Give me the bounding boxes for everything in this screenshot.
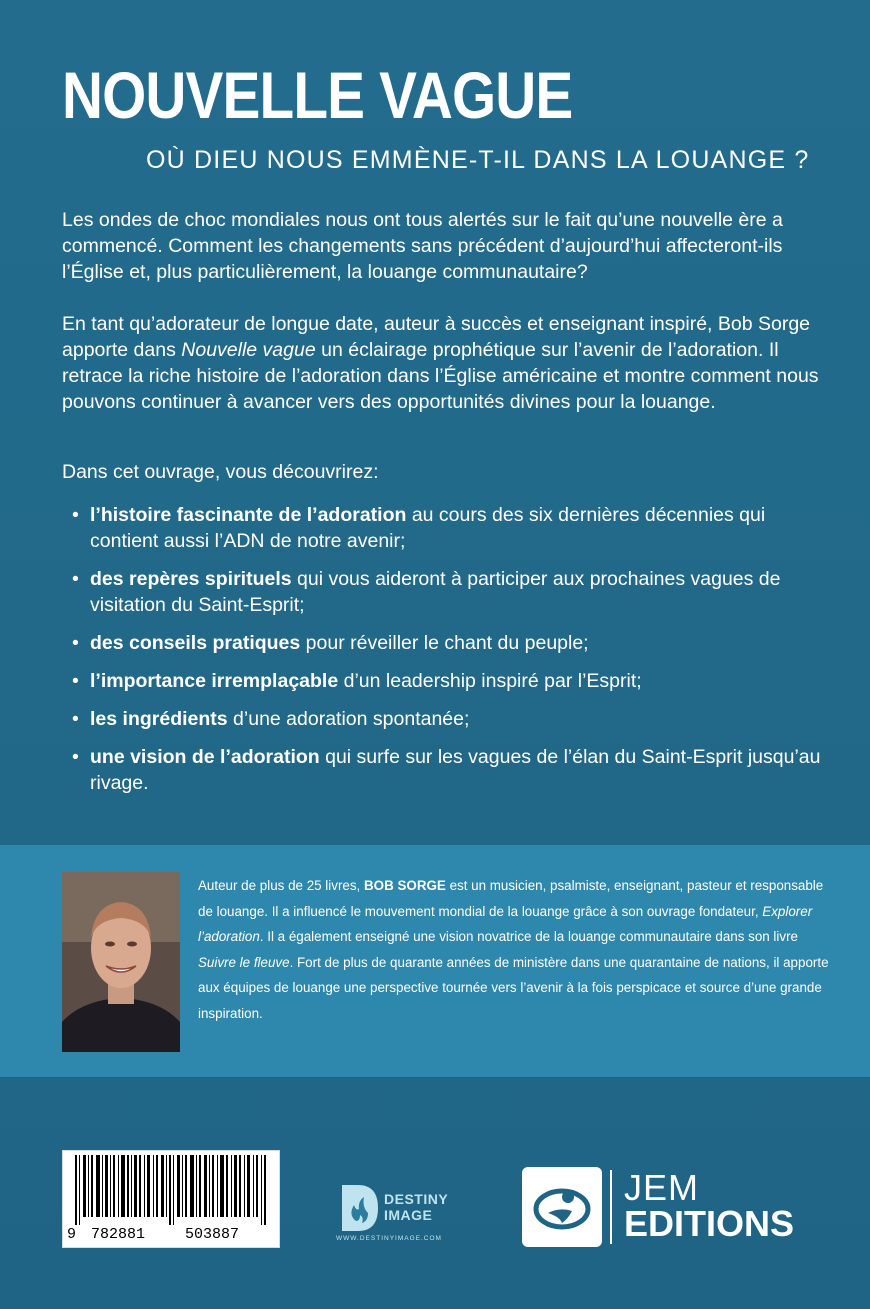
author-photo [62, 872, 180, 1052]
bullet-icon: • [72, 504, 79, 526]
destiny-image-name: DESTINY IMAGE [384, 1191, 449, 1223]
author-portrait-icon [62, 872, 180, 1052]
intro-paragraph: Les ondes de choc mondiales nous ont tous alertés sur le fait qu’une nouvelle ère a commencé. Comment les changements sans précédent d’aujourd’hui affecteront-ils l’Église et, plus particulièrement, la louange communautaire? [62, 209, 783, 283]
destiny-image-url: WWW.DESTINYIMAGE.COM [336, 1235, 442, 1242]
bullet-icon: • [72, 670, 79, 692]
list-item: • l’importance irremplaçable d’un leadership inspiré par l’Esprit; [72, 670, 642, 692]
destiny-image-logo [336, 1183, 476, 1245]
flame-d-icon [338, 1183, 380, 1233]
bullet-icon: • [72, 746, 79, 768]
list-item: • les ingrédients d’une adoration spontanée; [72, 708, 470, 730]
isbn-digits: 9 782881 503887 [67, 1226, 240, 1243]
logo-divider [610, 1170, 612, 1244]
book-title: NOUVELLE VAGUE [62, 58, 573, 132]
barcode-bars-icon [67, 1155, 275, 1225]
feature-list [72, 502, 832, 808]
list-item: • une vision de l’adoration qui surfe sur les vagues de l’élan du Saint-Esprit jusqu’au rivage. [72, 746, 821, 794]
bullet-icon: • [72, 632, 79, 654]
list-item: • des repères spirituels qui vous aideront à participer aux prochaines vagues de visitation du Saint-Esprit; [72, 568, 781, 616]
list-intro: Dans cet ouvrage, vous découvrirez: [62, 461, 379, 483]
bullet-icon: • [72, 568, 79, 590]
author-bio: Auteur de plus de 25 livres, BOB SORGE est un musicien, psalmiste, enseignant, pasteur et responsable de louange. Il a influencé le mouvement mondial de la louange grâce à son ouvrage fondateur, Explorer l’adoration. Il a également enseigné une vision novatrice de la louange communautaire dans son livre Suivre le fleuve. Fort de plus de quarante années de ministère dans une quarantaine de nations, il apporte aux équipes de louange une perspective tournée vers l’avenir à la fois perspicace et source d’une grande inspiration. [198, 878, 829, 1021]
isbn-barcode [62, 1150, 280, 1248]
bullet-icon: • [72, 708, 79, 730]
list-item: • l’histoire fascinante de l’adoration au cours des six dernières décennies qui contient aussi l’ADN de notre avenir; [72, 504, 766, 552]
jem-editions-name: JEM EDITIONS [624, 1167, 795, 1244]
jem-editions-logo-icon [522, 1167, 602, 1247]
description-paragraph: En tant qu’adorateur de longue date, auteur à succès et enseignant inspiré, Bob Sorge apporte dans Nouvelle vague un éclairage prophétique sur l’avenir de l’adoration. Il retrace la riche histoire de l’adoration dans l’Église américaine et montre comment nous pouvons continuer à avancer vers des opportunités divines pour la louange. [62, 313, 819, 413]
list-item: • des conseils pratiques pour réveiller le chant du peuple; [72, 632, 589, 654]
author-name: BOB SORGE [364, 878, 446, 893]
book-subtitle: OÙ DIEU NOUS EMMÈNE-T-IL DANS LA LOUANGE ? [146, 146, 810, 174]
